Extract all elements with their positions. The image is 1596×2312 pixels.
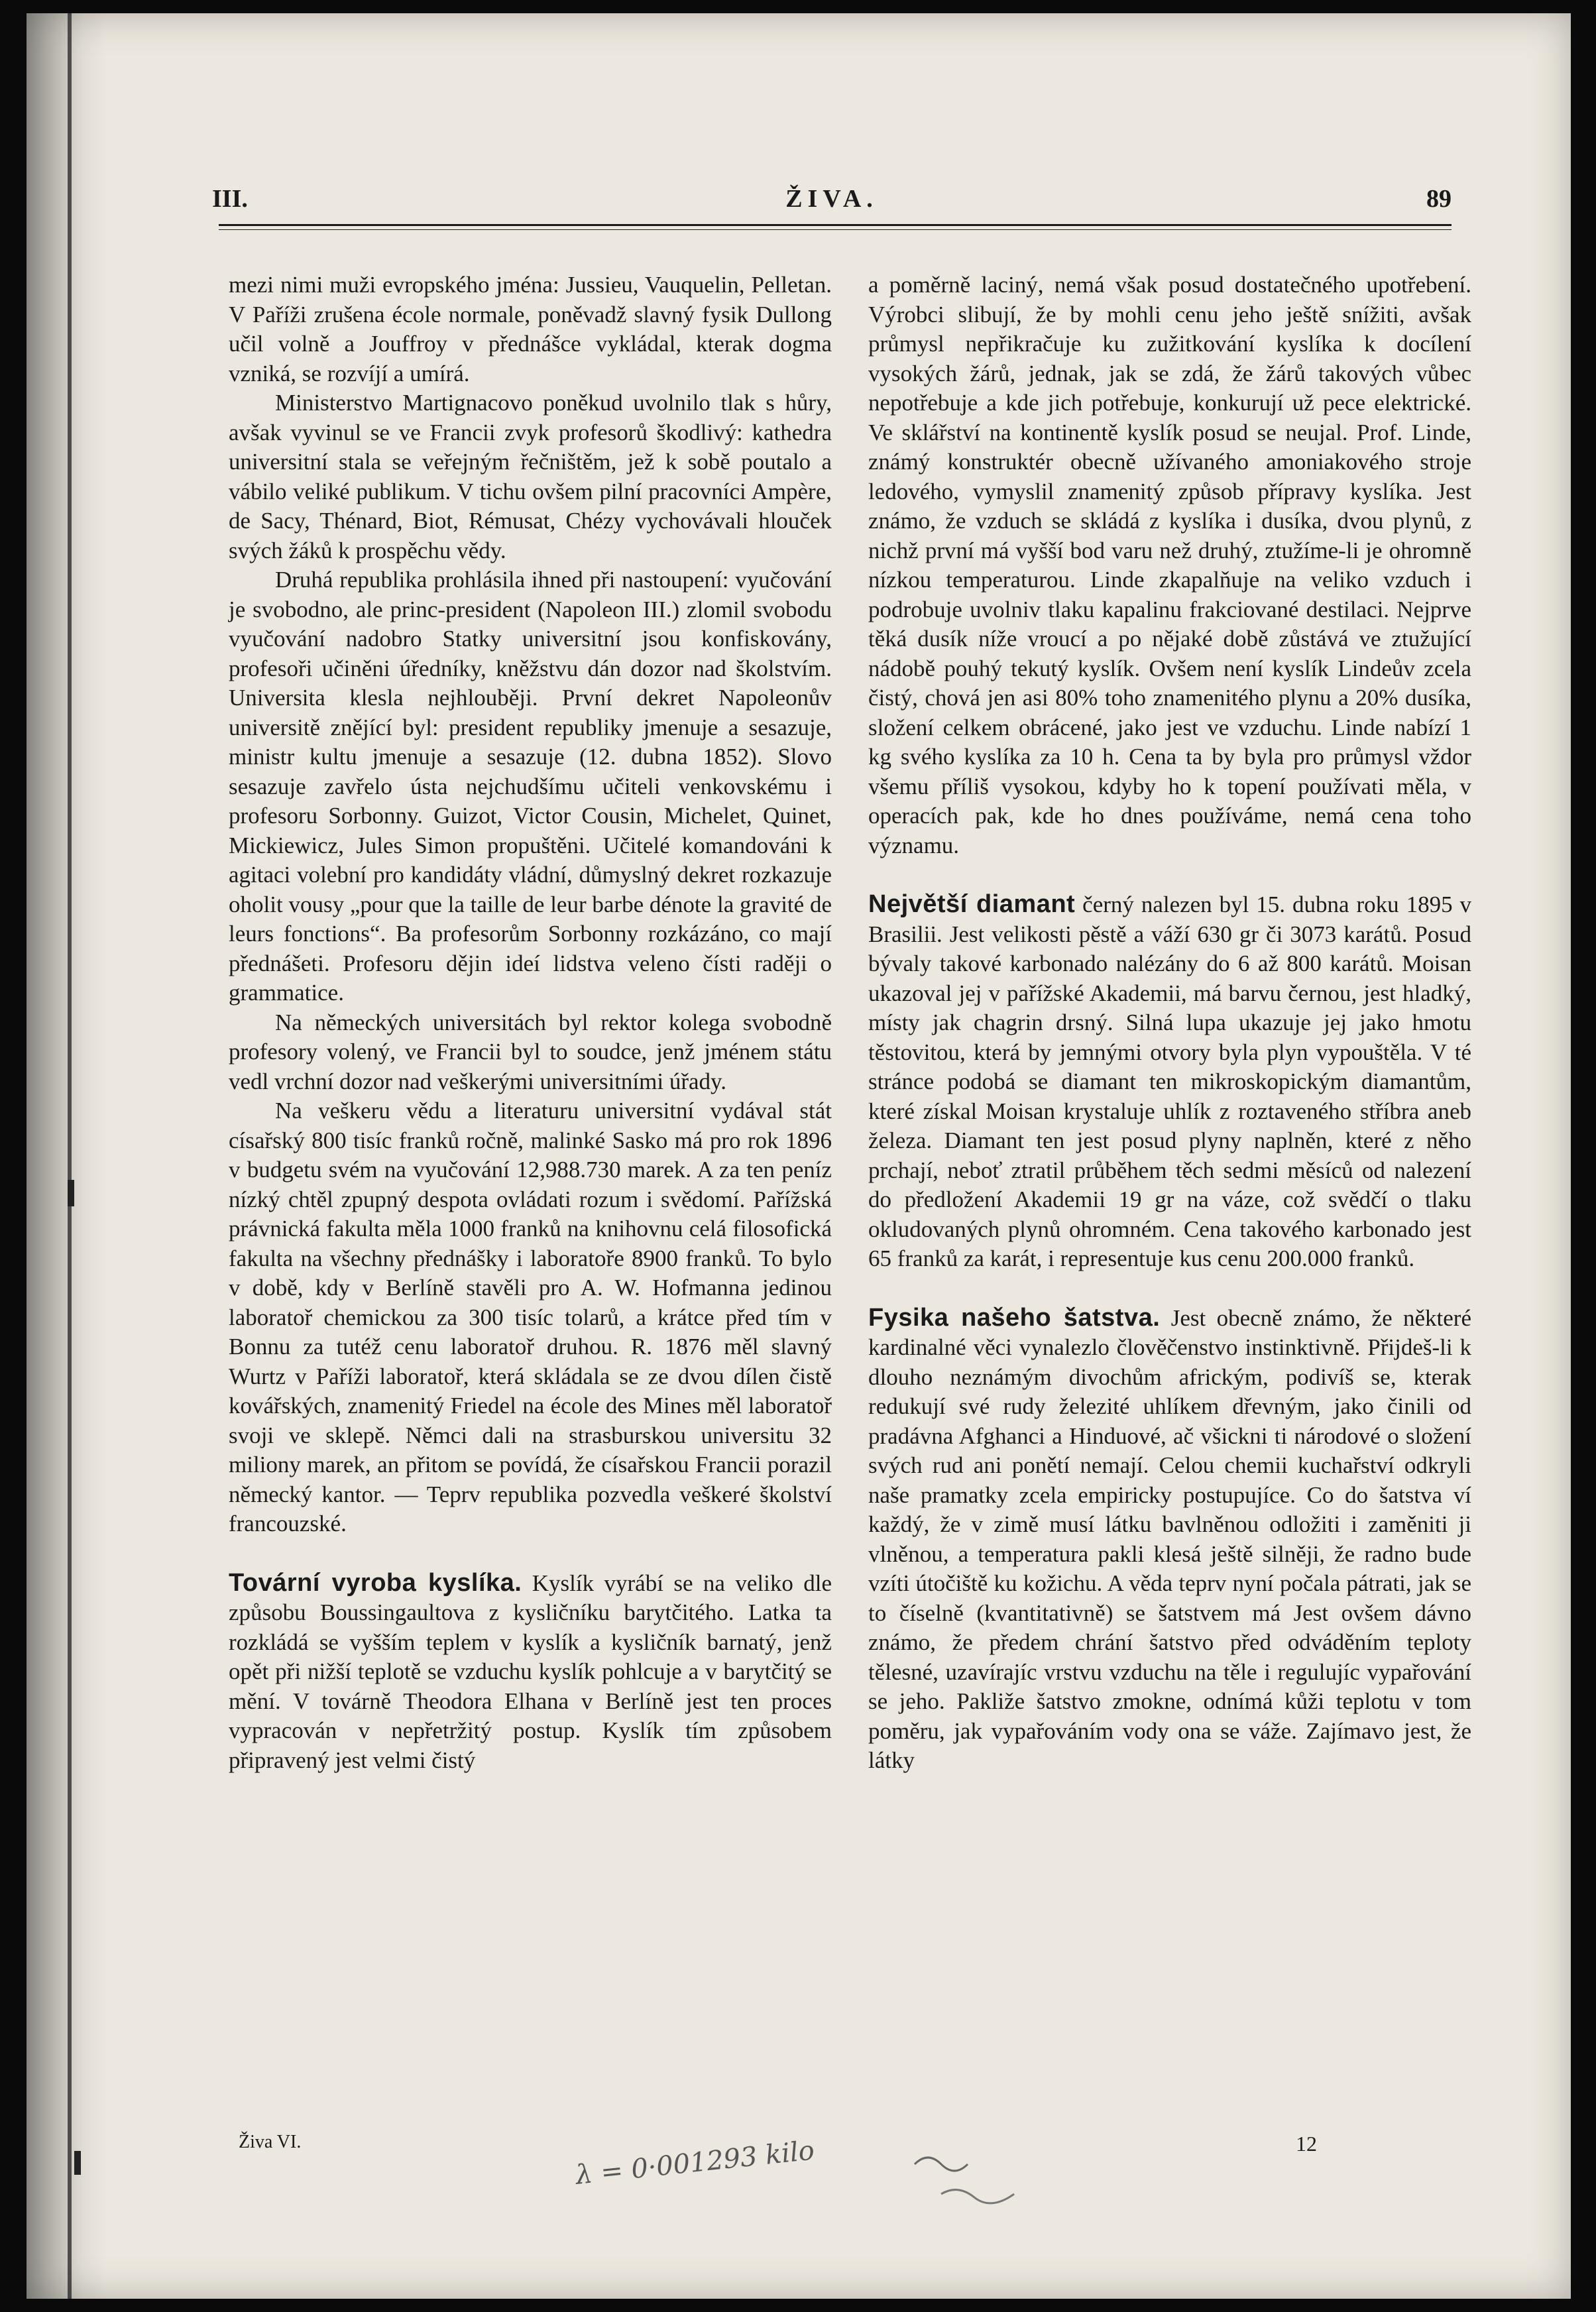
section-diamond: [868, 890, 1471, 1274]
section-heading: Fysika našeho šatstva.: [868, 1303, 1161, 1332]
running-head: [212, 184, 1452, 217]
handwritten-note: [570, 2131, 1100, 2224]
right-column: [868, 270, 1471, 1776]
header-rule-thin: [219, 229, 1452, 230]
binding-shadow: [27, 13, 106, 2299]
paragraph: Druhá republika prohlásila ihned při nastoupení: vyučování je svobodno, ale princ-president (Napoleon III.) zlomil svobodu vyučování nadobro Statky universitní jsou konfiskovány, profesoři učiněni úředníky, kněžstvu dán dozor nad školstvím. Universita klesla nejhlouběji. První dekret Napoleonův universitě znějící byl: president republiky jmenuje a sesazuje, ministr kultu jmenuje a sesazuje (12. dubna 1852). Slovo sesazuje zavřelo ústa nejchudšímu učiteli venkovskému i profesoru Sorbonny. Guizot, Victor Cousin, Michelet, Quinet, Mickiewicz, Jules Simon propuštěni. Učitelé komandováni k agitaci volební pro kandidáty vládní, důmyslný dekret rozkazuje oholit vousy „pour que la taille de leur barbe dénote la gravité de leurs fonctions“. Ba profesorům Sorbonny rozkázáno, co mají přednášeti. Profesoru dějin ideí lidstva veleno čísti raději o grammatice.: [229, 567, 832, 1006]
section-text: černý nalezen byl 15. dubna roku 1895 v Brasilii. Jest velikosti pěstě a váží 630 gr či 3073 karátů. Posud bývaly takové karbonado nalézány do 6 až 800 karátů. Moisan ukazoval jej v pařížské Akademii, má barvu černou, jest hladký, místy jak chagrin drsný. Silná lupa ukazuje jej jako hmotu těstovitou, která by jemnými otvory byla plyn vypouštěla. V té stránce podobá se diamant ten mikroskopickým diamantům, které získal Moisan krystaluje uhlík z roztaveného stříbra aneb železa. Diamant ten jest posud plyny naplněn, které z něho prchají, neboť ztratil průběhem těch sedmi měsíců od nalezení do předložení Akademii 19 gr na váze, což svědčí o tlaku okludovaných plynů ohromném. Cena takového karbonado jest 65 franků za karát, i representuje kus cenu 200.000 franků.: [868, 892, 1472, 1271]
paragraph: mezi nimi muži evropského jména: Jussieu, Vauquelin, Pelletan. V Paříži zrušena école normale, poněvadž slavný fysik Dullong učil volně a Jouffroy v přednášce vykládal, kterak dogma vzniká, se rozvíjí a umírá.: [229, 272, 832, 386]
margin-mark: [68, 1180, 74, 1206]
section-oxygen: [229, 1568, 832, 1776]
page-sheet: [27, 13, 1571, 2299]
sheet-number: 12: [1296, 2132, 1317, 2156]
issue-number: III.: [212, 185, 248, 213]
paragraph: Ministerstvo Martignacovo poněkud uvolnilo tlak s hůry, avšak vyvinul se ve Francii zvyk profesorů škodlivý: kathedra universitní stala se veřejným řečništěm, jež k sobě poutalo a vábilo veliké publikum. V tichu ovšem pilní pracovníci Ampère, de Sacy, Thénard, Biot, Rémusat, Chézy vychovávali hlouček svých žáků k prospěchu vědy.: [229, 390, 832, 563]
header-rule: [219, 224, 1452, 226]
page-number: 89: [1426, 185, 1452, 213]
pencil-scribble: [941, 2190, 1014, 2203]
sheet-signature: Živa VI.: [239, 2132, 302, 2152]
section-text: Kyslík vyrábí se na veliko dle způsobu Boussingaultova z kysličníku barytčitého. Latka ta rozkládá se vyšším teplem v kyslík a kysličník barnatý, jenž opět při nižší teplotě se vzduchu kyslík pohlcuje a v barytčitý se mění. V továrně Theodora Elhana v Berlíně jest ten proces vypracován v nepřetržitý postup. Kyslík tím způsobem připravený jest velmi čistý: [229, 1570, 832, 1773]
paragraph: Na německých universitách byl rektor kolega svobodně profesory volený, ve Francii byl to soudce, jenž jménem státu vedl vrchní dozor nad veškerými universitními úřady.: [229, 1009, 832, 1094]
binding-edge: [68, 13, 72, 2299]
section-heading: Tovární vyroba kyslíka.: [229, 1568, 522, 1597]
section-heading: Největší diamant: [868, 890, 1076, 918]
pencil-scribble: [915, 2158, 968, 2171]
handwritten-note-text: λ = 0·001293 kilo: [574, 2135, 816, 2191]
paragraph: a poměrně laciný, nemá však posud dostatečného upotřebení. Výrobci slibují, že by mohli cenu jeho ještě snížiti, avšak průmysl nepřikračuje ku zužitkování kyslíka k docílení vysokých žárů, jednak, jak se zdá, že žárů takových vůbec nepotřebuje a kde jich potřebuje, konkurují už pece elektrické. Ve sklářství na kontinentě kyslík posud se neujal. Prof. Linde, známý konstruktér obecně užívaného amoniakového stroje ledového, vymyslil znamenitý způsob přípravy kyslíka. Jest známo, že vzduch se skládá z kyslíka i dusíka, dvou plynů, z nichž první má vyšší bod varu než druhý, ztužíme-li je ohromně nízkou temperaturou. Linde zkapalňuje na veliko vzduch i podrobuje uvolniv tlaku kapalinu frakciované destilaci. Nejprve těká dusík níže vroucí a po nějaké době zůstává ve ztužující nádobě pouhý tekutý kyslík. Ovšem není kyslík Lindeův zcela čistý, chová jen asi 80% toho znamenitého plynu a 20% dusíka, složení celkem obrácené, jako jest ve vzduchu. Linde nabízí 1 kg svého kyslíka za 10 h. Cena ta by byla pro průmysl vždor všemu příliš vysokou, kdyby ho k topení používati měla, v operacích pak, kde ho dnes používáme, nemá cena toho významu.: [868, 272, 1471, 858]
paragraph: Na veškeru vědu a literaturu universitní vydával stát císařský 800 tisíc franků ročně, malinké Sasko má pro rok 1896 v budgetu svém na vyučování 12,988.730 marek. A za ten peníz nízký chtěl zpupný despota ovládati rozum i svědomí. Pařížská právnická fakulta měla 1000 franků na knihovnu celá filosofická fakulta na všechny přednášky i laboratoře 8900 franků. To bylo v době, kdy v Berlíně stavěli pro A. W. Hofmanna jedinou laboratoř chemickou za 300 tisíc tolarů, a krátce před tím v Bonnu za tutéž cenu laboratoř druhou. R. 1876 měl slavný Wurtz v Paříži laboratoř, která skládala se ze dvou dílen čistě kovářských, znamenitý Friedel na école des Mines měl laboratoř svoji ve sklepě. Němci dali na strasburskou universitu 32 miliony marek, an přitom se povídá, že císařskou Francii porazil německý kantor. — Teprv republika pozvedla veškeré školství francouzské.: [229, 1098, 832, 1536]
section-text: Jest obecně známo, že některé kardinalné věci vynalezlo člověčenstvo instinktivně. Přijdeš-li k dlouho neznámým divochům africkým, podivíš se, kterak redukují své rudy železité uhlíkem dřevným, jako činili od pradávna Afghanci a Hinduové, ač všickni ti národové o složení svých rud ani ponětí nemají. Celou chemii kuchařství odkryli naše pramatky zcela empiricky postupujíce. Co do šatstva ví každý, že v zimě musí látku bavlněnou odložiti i zaměniti ji vlněnou, a temperatura pakli klesá ještě silněji, že radno bude vzíti útočiště ku kožichu. A věda teprv nyní počala pátrati, jak se to číselně (kvantitativně) se šatstvem má Jest ovšem dávno známo, že předem chrání šatstvo před odváděním teploty tělesné, uzavírajíc vrstvu vzduchu na těle i regulujíc vypařování se jeho. Pakliže šatstvo zmokne, odnímá kůži teplotu v tom poměru, jak vypařováním vody ona se váže. Zajímavo jest, že látky: [868, 1304, 1472, 1773]
journal-title: ŽIVA.: [785, 185, 878, 213]
section-clothing-physics: [868, 1303, 1471, 1776]
left-column: [229, 270, 832, 1775]
margin-mark: [74, 2151, 81, 2175]
